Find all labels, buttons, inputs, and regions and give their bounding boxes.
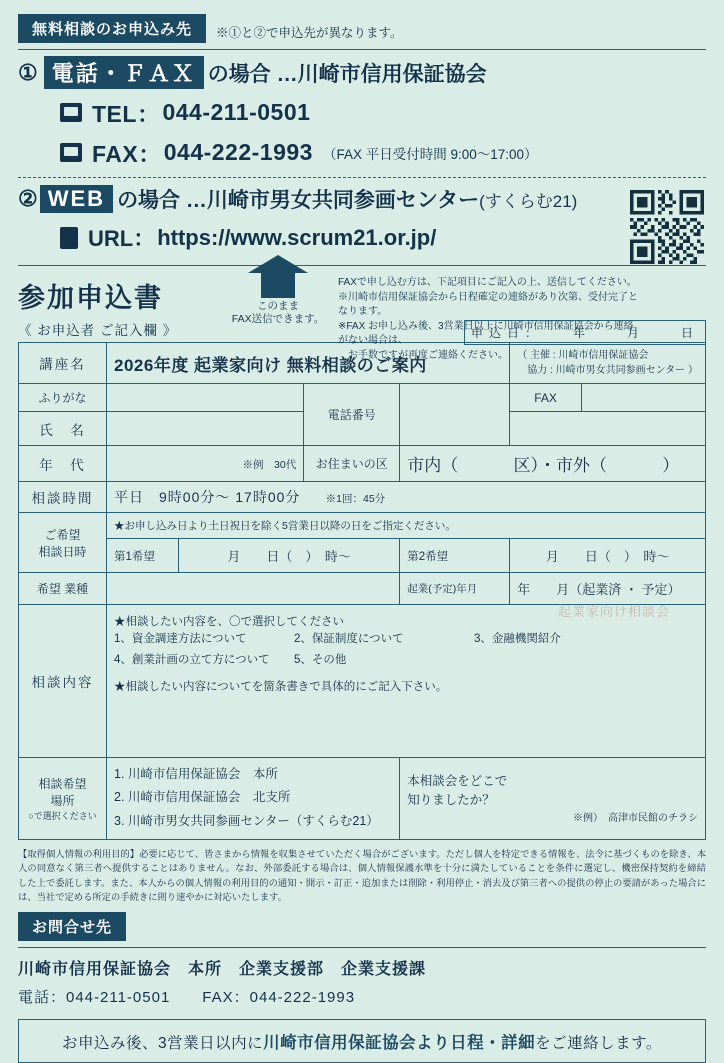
label-place-sub: ○で選択ください [28,810,97,821]
content-option-5[interactable]: 5、その他 [294,654,347,667]
contact-method-web [18,184,706,214]
table-row-furigana [19,384,706,412]
label-fax: FAX [510,384,582,412]
item1-org: 川崎市信用保証協会 [297,62,487,86]
arrow-caption-2: FAX送信できます。 [231,313,325,326]
item1-number: ① [18,59,38,85]
label-time: 相談時間 [19,482,107,513]
organizer-line-1: （ 主催 : 川崎市信用保証協会 [517,350,649,361]
document-icon [60,227,78,249]
form-subtitle: 《 お申込者 ご記入欄 》 [18,323,178,338]
know-example: ※例） 高津市民館のチラシ [573,813,698,825]
address-in: 市内（ [407,456,459,475]
content-option-1[interactable]: 1、資金調達方法について [114,633,247,645]
divider-dashed [18,177,706,178]
label-furigana: ふりがな [19,384,107,412]
footer-tel: 電話：044-211-0501 FAX：044-222-1993 [18,989,356,1007]
label-hope-1: ご希望 [44,527,81,542]
label-startup-date: 起業(予定)年月 [400,573,510,605]
table-row-place [19,757,706,839]
input-wish-1[interactable]: 月 日（ ） 時〜 [179,539,400,573]
label-place-2: 場所 [50,793,75,808]
final-notice [18,1019,706,1063]
form-note-2: ※FAX お申し込み後、3営業日以上に川崎市信用保証協会から連絡がない場合は、 [338,320,634,346]
value-time [107,482,706,513]
item2-highlight: WEB [40,185,113,213]
content-free-note: ★相談したい内容についてを箇条書きで具体的にご記入下さい。 [114,680,448,693]
know-question-2: 知りましたか？ [407,792,495,807]
fax-value: 044-222-1993 [163,139,313,165]
place-options[interactable] [107,757,400,839]
item1-highlight: 電話・ＦＡＸ [44,56,204,89]
url-line[interactable] [60,222,706,253]
age-example: ※例 30代 [242,458,297,471]
divider-footer [18,947,706,948]
arrow-caption-1: このまま [257,300,299,312]
input-industry[interactable] [107,573,400,605]
final-strong: 川崎市信用保証協会より日程・詳細 [263,1034,536,1053]
table-row-hope-note [19,513,706,539]
arrow-up-icon [261,272,295,298]
content-free-input[interactable] [114,694,698,752]
label-hope-datetime [19,513,107,573]
table-row-content [19,605,706,758]
table-row-industry [19,573,706,605]
address-out-close: ） [662,456,680,475]
label-place [19,757,107,839]
header-band-note: ※①と②で申込先が異なります。 [216,26,403,40]
fax-note: （FAX 平日受付時間 9:00〜17:00） [322,146,538,162]
know-cell[interactable] [400,757,706,839]
label-name: 氏 名 [19,412,107,446]
input-name[interactable] [107,412,304,446]
label-wish-2: 第2希望 [400,539,510,573]
label-course: 講座名 [19,343,107,384]
table-row-hope-values [19,539,706,573]
phone-icon [60,103,82,122]
privacy-notice: 【取得個人情報の利用目的】必要に応じて、皆さまから情報を収集させていただく場合がございます。ただし個人を特定できる情報を、法令に基づくものを除き、本人の同意なく第三者へ提供することはありません。なお、外部委託する場合は、個人情報保護水準を十分に満たしていることを条件に選定し、機密保持契約を締結した上で委託します。また、本人からの個人情報の利用目的の通知・開示・訂正・追加または削除・利用停止・消去及び第三者への提供の停止の要請があった場合には、当社で定める所定の手続きに則り速やかに対応いたします。 [18,848,706,902]
watermark-text: 起業家向け相談会 [558,604,671,619]
fax-icon [60,143,82,162]
label-industry: 希望 業種 [19,573,107,605]
tel-label: TEL： [92,101,161,127]
table-row-age [19,446,706,482]
input-phone[interactable] [400,384,510,446]
form-note-1: ※川崎市信用保証協会から日程確定の連絡があり次第、受付完了となります。 [338,291,638,317]
place-option-1[interactable]: 1. 川崎市信用保証協会 本所 [114,766,278,781]
label-address: お住まいの区 [304,446,400,482]
contact-method-phone [18,56,706,89]
input-furigana[interactable] [107,384,304,412]
place-option-3[interactable]: 3. 川崎市男女共同参画センター（すくらむ21） [114,814,379,829]
divider-top [18,49,706,50]
input-address[interactable] [400,446,706,482]
label-place-1: 相談希望 [38,776,87,791]
time-unit: ※1回：45分 [325,493,386,505]
final-pre: お申込み後、3営業日以内に [62,1035,264,1053]
fax-line [60,136,706,169]
form-title: 参加申込書 [18,283,163,313]
time-range: 平日 9時00分〜 17時00分 [114,489,301,505]
form-note-3: お手数ですが再度ご連絡ください。 [338,349,508,361]
content-option-4[interactable]: 4、創業計画の立て方について [114,654,270,667]
header-band-label: 無料相談のお申込み先 [18,14,206,43]
input-fax[interactable] [581,384,705,412]
flyer-page [0,14,724,1053]
application-form-table [18,342,706,840]
content-lead: ★相談したい内容を、〇で選択してください [114,616,344,628]
item2-suffix: の場合 … [117,189,207,212]
label-hope-2: 相談日時 [38,544,87,559]
value-course: 2026年度 起業家向け 無料相談のご案内 [107,343,510,384]
content-option-3[interactable]: 3、金融機関紹介 [474,633,561,645]
content-cell[interactable] [107,605,706,758]
footer-band-label: お問合せ先 [18,912,126,941]
label-wish-1: 第1希望 [107,539,179,573]
know-question-1: 本相談会をどこで [407,773,508,788]
tel-value: 044-211-0501 [162,99,311,125]
item2-number: ② [18,186,38,211]
label-age: 年 代 [19,446,107,482]
final-post: をご連絡します。 [535,1035,662,1053]
item2-org: 川崎市男女共同参画センター [206,189,480,212]
input-age[interactable] [107,446,304,482]
input-wish-2[interactable]: 月 日（ ） 時〜 [510,539,706,573]
qr-code-icon[interactable] [630,190,704,264]
organizer-line-2: 協力 : 川崎市男女共同参画センター ） [517,365,698,376]
content-options[interactable] [114,629,698,672]
hope-note: ★お申し込み日より土日祝日を除く5営業日以降の日をご指定ください。 [107,513,706,539]
address-in-close: 区）・市外（ [513,456,607,475]
header-band-row [18,14,706,43]
place-option-2[interactable]: 2. 川崎市信用保証協会 北支所 [114,790,291,805]
divider-mid [18,265,706,266]
item1-suffix: の場合 … [207,62,298,86]
url-value[interactable]: https://www.scrum21.or.jp/ [157,224,437,250]
label-phone: 電話番号 [304,384,400,446]
input-fax-2[interactable] [510,412,706,446]
form-note-0: FAXで申し込む方は、下記項目にご記入の上、送信してください。 [338,277,637,288]
table-row-time [19,482,706,513]
apply-date-field[interactable]: 申込日： 年 月 日 [464,320,706,345]
label-content: 相談内容 [19,605,107,758]
input-startup-date[interactable]: 年 月（起業済 ・ 予定） [510,573,706,605]
fax-arrow [218,272,338,326]
content-option-2[interactable]: 2、保証制度について [294,633,404,645]
footer-org: 川崎市信用保証協会 本所 企業支援部 企業支援課 [18,961,427,979]
item2-org-note: (すくらむ21) [479,191,578,211]
url-label: URL： [88,226,156,251]
tel-line [60,96,706,129]
fax-label: FAX： [92,141,162,167]
